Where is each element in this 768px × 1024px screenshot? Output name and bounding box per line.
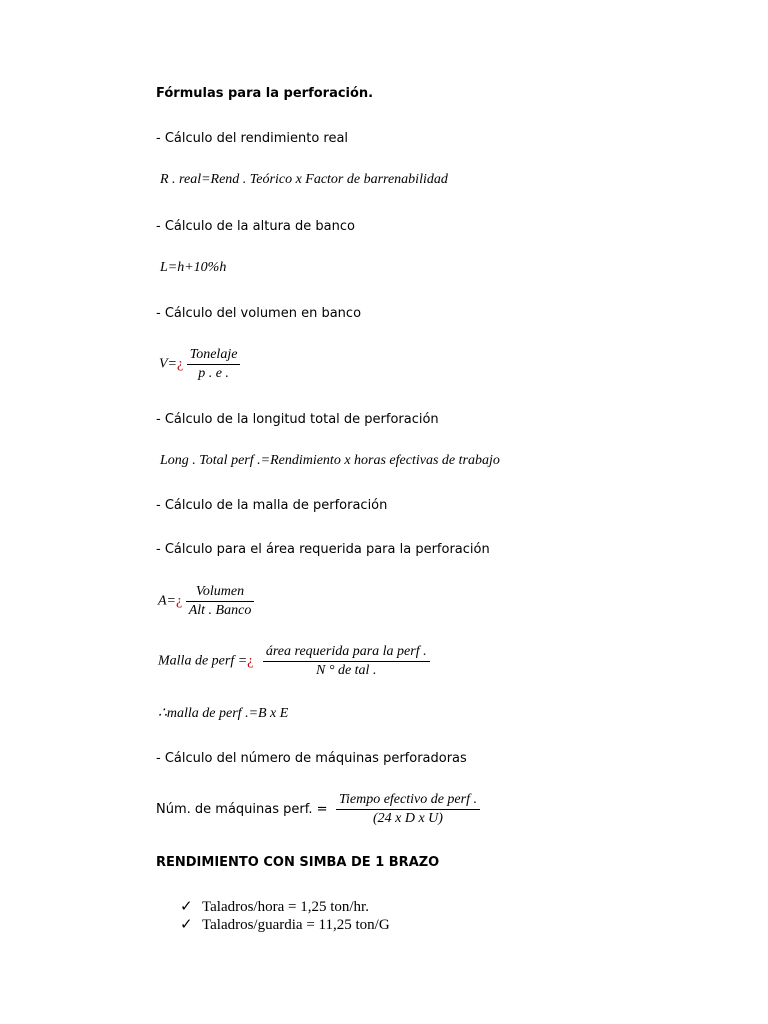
heading-volumen-banco: - Cálculo del volumen en banco [156,306,362,321]
list-item [180,898,390,916]
formula-area-requerida [158,584,254,619]
list-item [180,916,390,934]
heading-malla-perforacion: - Cálculo de la malla de perforación [156,498,388,513]
heading-rendimiento-real: - Cálculo del rendimiento real [156,131,349,146]
heading-longitud-total: - Cálculo de la longitud total de perforación [156,412,439,427]
formula-malla-perf [158,644,430,679]
placeholder-glyph: ¿ [177,356,184,372]
formula-numero-maquinas [156,792,480,827]
formula-maquinas-lhs: Núm. de máquinas perf. = [156,802,328,817]
formula-malla-lhs: Malla de perf = [158,653,248,669]
fraction-numerator: Volumen [186,584,255,602]
checkmark-icon: ✓ [180,917,193,933]
section-heading-simba: RENDIMIENTO CON SIMBA DE 1 BRAZO [156,855,440,870]
fraction-numerator: área requerida para la perf . [263,644,430,662]
fraction [186,584,255,619]
checklist [180,898,390,934]
fraction-denominator: (24 x D x U) [372,811,443,826]
fraction-denominator: Alt . Banco [188,603,252,618]
checkmark-icon: ✓ [180,899,193,915]
fraction [336,792,480,827]
placeholder-glyph: ¿ [176,593,183,609]
fraction-numerator: Tiempo efectivo de perf . [336,792,480,810]
formula-malla-be: ∴malla de perf .=B x E [158,706,289,721]
heading-area-requerida: - Cálculo para el área requerida para la perforación [156,542,490,557]
formula-rendimiento-real: R . real=Rend . Teórico x Factor de barrenabilidad [160,172,448,187]
formula-longitud-total: Long . Total perf .=Rendimiento x horas efectivas de trabajo [160,453,500,468]
formula-volumen-banco [159,347,240,382]
formula-volumen-lhs: V= [159,356,177,372]
list-item-text: Taladros/guardia = 11,25 ton/G [202,917,390,933]
heading-altura-banco: - Cálculo de la altura de banco [156,219,355,234]
fraction-numerator: Tonelaje [187,347,241,365]
fraction-denominator: p . e . [198,366,229,381]
list-item-text: Taladros/hora = 1,25 ton/hr. [202,899,369,915]
fraction [187,347,241,382]
heading-numero-maquinas: - Cálculo del número de máquinas perforadoras [156,751,467,766]
fraction-denominator: N ° de tal . [316,663,377,678]
document-title: Fórmulas para la perforación. [156,86,374,101]
fraction [263,644,430,679]
formula-area-lhs: A= [158,593,176,609]
placeholder-glyph: ¿ [247,653,254,669]
formula-altura-banco: L=h+10%h [160,260,227,275]
